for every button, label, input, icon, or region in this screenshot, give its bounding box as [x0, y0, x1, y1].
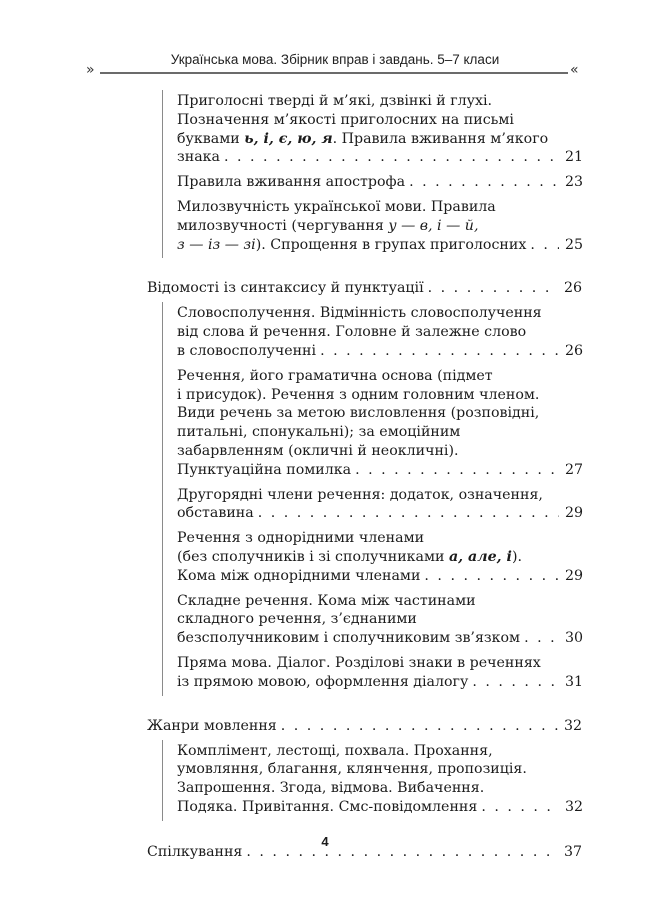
toc-entry-word-combination[interactable] [163, 302, 583, 364]
toc-entry-euphony[interactable] [163, 196, 583, 258]
entry-line: умовляння, благання, клянчення, пропозиція. [177, 761, 527, 778]
dot-leader [530, 236, 559, 255]
entry-line: Запрошення. Згода, відмова. Вибачення. [177, 780, 485, 797]
entry-line: забарвленням (окличні й неокличні). [177, 442, 459, 459]
right-chevron-mark: « [570, 62, 579, 78]
entry-line: Речення з однорідними членами [177, 530, 425, 547]
entry-text: обставина [177, 505, 254, 522]
entry-text: в словосполученні [177, 342, 317, 359]
page-ref: 32 [563, 717, 582, 734]
entry-text: Правила вживання апострофа [177, 174, 406, 191]
entry-line: питальні, спонукальні); за емоційним [177, 424, 461, 441]
entry-line: Позначення м’якості приголосних на письмі [177, 111, 514, 128]
entry-last-line [177, 173, 583, 192]
dot-leader [472, 673, 559, 692]
entry-last-line [177, 567, 583, 586]
toc-subsection-group-phonetics [162, 90, 583, 258]
entry-text: Кома між однорідними членами [177, 567, 421, 584]
entry-line: складного речення, з’єднаними [177, 611, 417, 628]
entry-line: милозвучності (чергування у — в, і — й, [177, 217, 479, 234]
entry-text: знака [177, 149, 220, 166]
header-rule [100, 72, 568, 74]
toc-subsection-group-syntax [162, 302, 583, 695]
entry-text: із прямою мовою, оформлення діалогу [177, 673, 469, 690]
entry-last-line [177, 504, 583, 523]
page-ref: 37 [563, 843, 582, 860]
toc-entry-speech-etiquette[interactable] [163, 740, 583, 821]
entry-last-line [177, 629, 583, 648]
section-title: Спілкування [147, 843, 243, 860]
left-chevron-mark: » [86, 62, 95, 78]
toc-section-syntax[interactable] [147, 279, 582, 298]
entry-text: з — із — зі). Спрощення в групах приголосних [177, 236, 527, 253]
section-title: Відомості із синтаксису й пунктуації [147, 280, 424, 297]
dot-leader [224, 148, 559, 167]
dot-leader [409, 173, 559, 192]
entry-line: і присудок). Речення з одним головним членом. [177, 386, 540, 403]
toc-entry-sentence[interactable] [163, 365, 583, 484]
entry-line: Милозвучність української мови. Правила [177, 198, 496, 215]
dot-leader [481, 798, 559, 817]
dot-leader [428, 279, 558, 298]
entry-line: Комплімент, лестощі, похвала. Прохання, [177, 742, 493, 759]
toc-entry-direct-speech[interactable] [163, 652, 583, 696]
page-ref: 23 [564, 174, 583, 191]
dot-leader [424, 567, 559, 586]
entry-line: буквами ь, і, є, ю, я. Правила вживання м’якого [177, 130, 549, 147]
entry-line: Складне речення. Кома між частинами [177, 592, 476, 609]
page-ref: 29 [564, 567, 583, 584]
entry-line: (без сполучників і зі сполучниками а, але, і). [177, 548, 522, 565]
table-of-contents [0, 86, 650, 862]
dot-leader [524, 629, 559, 648]
page-ref: 26 [563, 280, 582, 297]
page-ref: 32 [564, 798, 583, 815]
entry-line: Другорядні члени речення: додаток, означення, [177, 486, 543, 503]
entry-text: безсполучниковим і сполучниковим зв’язком [177, 630, 521, 647]
entry-text: Пунктуаційна помилка [177, 461, 352, 478]
page-ref: 29 [564, 505, 583, 522]
page-ref: 30 [564, 630, 583, 647]
entry-last-line [177, 342, 583, 361]
page-ref: 25 [564, 236, 583, 253]
toc-entry-consonants[interactable] [163, 90, 583, 171]
dot-leader [320, 342, 559, 361]
page-ref: 21 [564, 149, 583, 166]
entry-last-line [177, 798, 583, 817]
toc-entry-complex-sentence[interactable] [163, 590, 583, 652]
page-ref: 26 [564, 342, 583, 359]
entry-line: Види речень за метою висловлення (розповідні, [177, 405, 540, 422]
toc-entry-homogeneous[interactable] [163, 527, 583, 589]
entry-line: Словосполучення. Відмінність словосполучення [177, 305, 542, 322]
toc-entry-apostrophe[interactable] [163, 171, 583, 196]
dot-leader [355, 461, 559, 480]
entry-last-line [177, 148, 583, 167]
dot-leader [258, 504, 559, 523]
page-number: 4 [321, 834, 329, 849]
running-header: Українська мова. Збірник вправ і завдань. 5–7 класи [170, 52, 500, 67]
entry-line: Пряма мова. Діалог. Розділові знаки в реченнях [177, 654, 541, 671]
entry-last-line [177, 673, 583, 692]
toc-section-genres[interactable] [147, 717, 582, 736]
page-ref: 31 [564, 673, 583, 690]
dot-leader [281, 717, 558, 736]
entry-line: Речення, його граматична основа (підмет [177, 367, 493, 384]
toc-entry-secondary-members[interactable] [163, 484, 583, 528]
entry-last-line [177, 236, 583, 255]
entry-text: Подяка. Привітання. Смс-повідомлення [177, 798, 478, 815]
entry-line: Приголосні тверді й м’які, дзвінкі й глухі. [177, 93, 493, 109]
section-title: Жанри мовлення [147, 717, 277, 734]
page-ref: 27 [564, 461, 583, 478]
toc-subsection-group-genres [162, 740, 583, 821]
entry-line: від слова й речення. Головне й залежне слово [177, 324, 527, 341]
entry-last-line [177, 461, 583, 480]
